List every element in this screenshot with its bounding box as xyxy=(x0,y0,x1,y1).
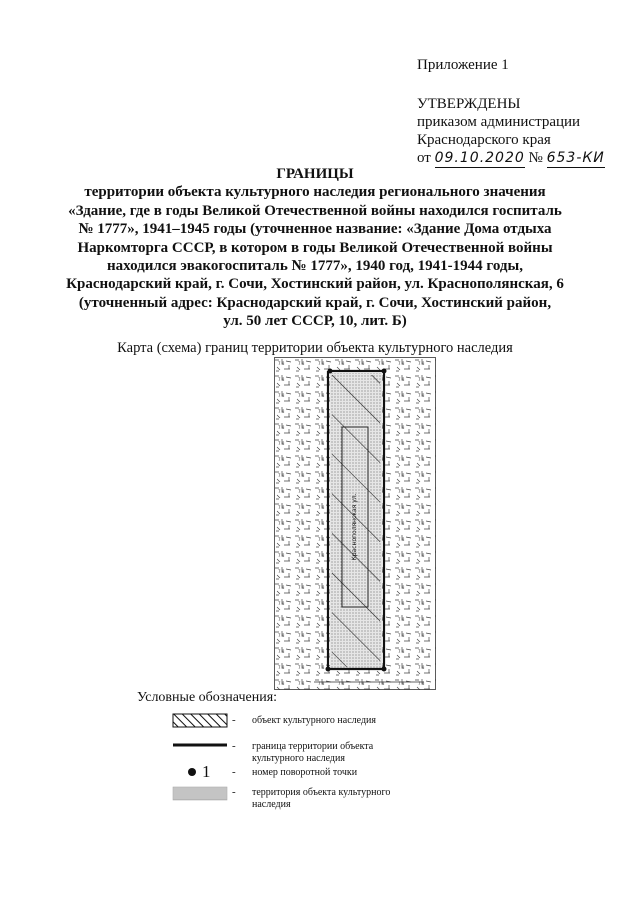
title-line: № 1777», 1941–1945 годы (уточненное название: «Здание Дома отдыха xyxy=(78,221,552,238)
legend-text: объект культурного наследия xyxy=(252,715,376,726)
title-line: ул. 50 лет СССР, 10, лит. Б) xyxy=(223,313,407,330)
legend-dash: - xyxy=(232,714,236,726)
legend-dash: - xyxy=(232,766,236,778)
street-label: Краснополянская ул. xyxy=(351,493,358,561)
title-heading: ГРАНИЦЫ xyxy=(276,166,354,182)
document-title xyxy=(40,165,590,331)
approved-line-3: Краснодарского края xyxy=(417,132,551,148)
title-line: Наркомторга СССР, в котором в годы Великой Отечественной войны xyxy=(77,239,553,256)
turning-point xyxy=(382,369,387,374)
map-caption: Карта (схема) границ территории объекта культурного наследия xyxy=(117,340,513,356)
approved-title: УТВЕРЖДЕНЫ xyxy=(417,96,521,112)
date-prefix: от xyxy=(417,150,431,166)
legend-point-label: 1 xyxy=(202,762,211,781)
legend-title: Условные обозначения: xyxy=(137,690,278,705)
hatched-rect-icon xyxy=(172,713,228,728)
dotted-rect-icon xyxy=(172,786,228,801)
title-line: «Здание, где в годы Великой Отечественной войны находился госпиталь xyxy=(68,202,562,219)
title-line: Краснодарский край, г. Сочи, Хостинский район, ул. Краснополянская, 6 xyxy=(66,276,564,293)
legend-text: граница территории объекта культурного наследия xyxy=(252,741,374,764)
boundary-map xyxy=(274,357,436,690)
handwritten-number: 653-КИ xyxy=(546,150,605,166)
turning-point xyxy=(328,369,333,374)
title-line: территории объекта культурного наследия регионального значения xyxy=(84,184,546,201)
turning-point-icon xyxy=(172,764,228,779)
legend-text: территория объекта культурного наследия xyxy=(252,787,391,810)
thick-line-icon xyxy=(172,740,228,755)
legend-dash: - xyxy=(232,740,236,752)
title-line: находился эвакогоспиталь № 1777», 1940 год, 1941-1944 годы, xyxy=(107,258,523,275)
appendix-label: Приложение 1 xyxy=(417,57,509,73)
legend-text: номер поворотной точки xyxy=(252,767,358,778)
legend-dash: - xyxy=(232,786,236,798)
approval-block xyxy=(417,95,605,168)
number-prefix: № xyxy=(528,150,543,166)
turning-point xyxy=(326,667,331,672)
turning-point xyxy=(382,667,387,672)
handwritten-date: 09.10.2020 xyxy=(434,150,525,166)
title-line: (уточненный адрес: Краснодарский край, г. Сочи, Хостинский район, xyxy=(78,294,552,311)
approved-line-2: приказом администрации xyxy=(417,114,581,130)
